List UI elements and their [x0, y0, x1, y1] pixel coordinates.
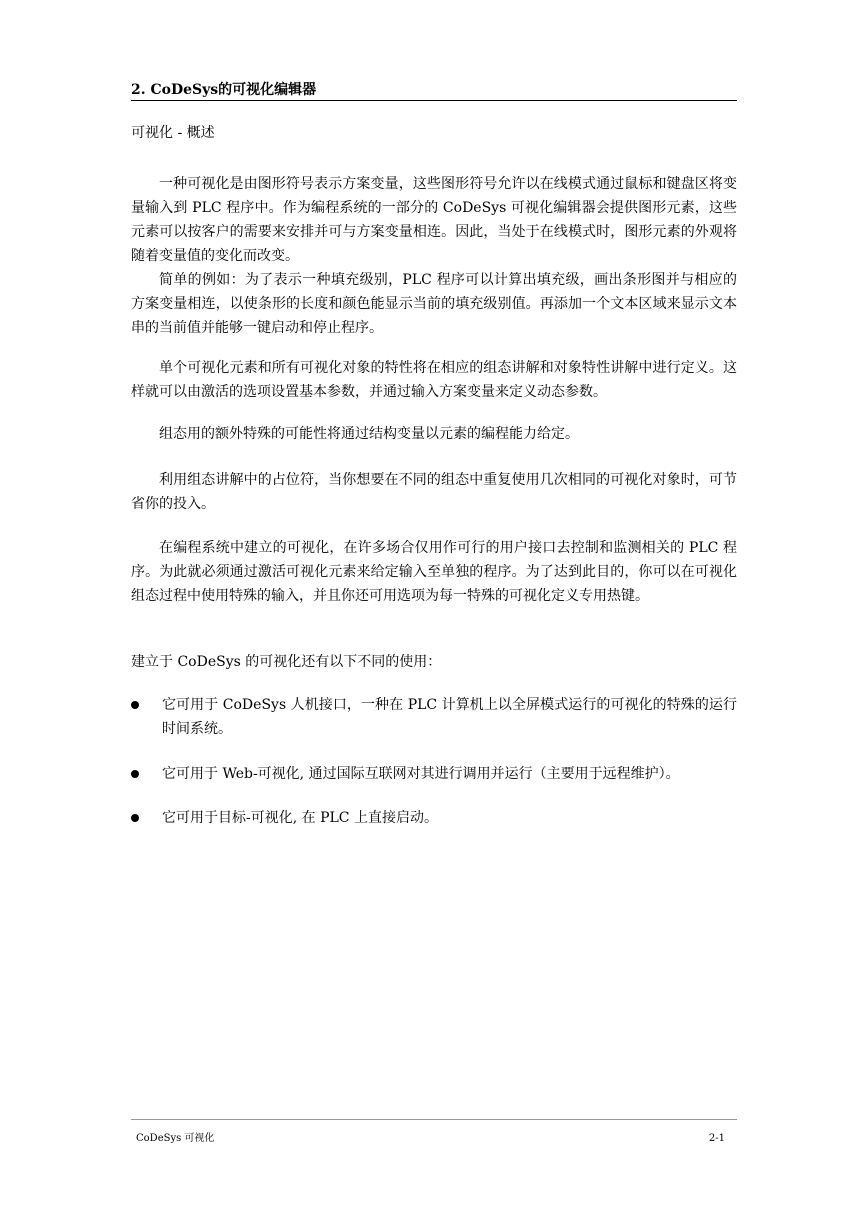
- paragraph-intro: 一种可视化是由图形符号表示方案变量，这些图形符号允许以在线模式通过鼠标和键盘区将变量输入到 PLC 程序中。作为编程系统的一部分的 CoDeSys 可视化编辑器会提供图形元素，这些元素可以按客户的需要来安排并可与方案变量相连。因此，当处于在线模式时，图形元素的外观将随着变量值的变化而改变。: [131, 176, 737, 264]
- paragraph-usage-intro: 建立于 CoDeSys 的可视化还有以下不同的使用：: [131, 654, 442, 670]
- list-item-text: 它可用于 Web-可视化, 通过国际互联网对其进行调用并运行（主要用于远程维护）。: [162, 766, 680, 782]
- list-item: [131, 762, 737, 786]
- list-item-text: 它可用于 CoDeSys 人机接口，一种在 PLC 计算机上以全屏模式运行的可视化的特殊的运行时间系统。: [162, 697, 737, 737]
- bullet-icon: [131, 770, 139, 778]
- chapter-title: 2. CoDeSys的可视化编辑器: [131, 81, 737, 101]
- list-item: [131, 693, 737, 741]
- paragraph-user-interface: 在编程系统中建立的可视化，在许多场合仅用作可行的用户接口去控制和监测相关的 PLC 程序。为此就必须通过激活可视化元素来给定输入至单独的程序。为了达到此目的，你可以在可视化组态过程中使用特殊的输入，并且你还可用选项为每一特殊的可视化定义专用热键。: [131, 540, 737, 604]
- footer-title: CoDeSys 可视化: [136, 1133, 215, 1144]
- list-item: [131, 806, 737, 830]
- paragraph-structure-variables: 组态用的额外特殊的可能性将通过结构变量以元素的编程能力给定。: [159, 426, 579, 442]
- section-heading: 可视化 - 概述: [131, 125, 215, 141]
- list-item-text: 它可用于目标-可视化, 在 PLC 上直接启动。: [162, 810, 438, 826]
- paragraph-example: 简单的例如：为了表示一种填充级别，PLC 程序可以计算出填充级，画出条形图并与相应的方案变量相连，以使条形的长度和颜色能显示当前的填充级别值。再添加一个文本区域来显示文本串的当前值并能够一键启动和停止程序。: [131, 272, 737, 336]
- page-number: 2-1: [708, 1133, 725, 1144]
- paragraph-properties: 单个可视化元素和所有可视化对象的特性将在相应的组态讲解和对象特性讲解中进行定义。这样就可以由激活的选项设置基本参数，并通过输入方案变量来定义动态参数。: [131, 360, 737, 400]
- bullet-icon: [131, 701, 139, 709]
- footer-divider: [131, 1119, 737, 1120]
- paragraph-placeholders: 利用组态讲解中的占位符，当你想要在不同的组态中重复使用几次相同的可视化对象时，可节省你的投入。: [131, 472, 737, 512]
- bullet-icon: [131, 814, 139, 822]
